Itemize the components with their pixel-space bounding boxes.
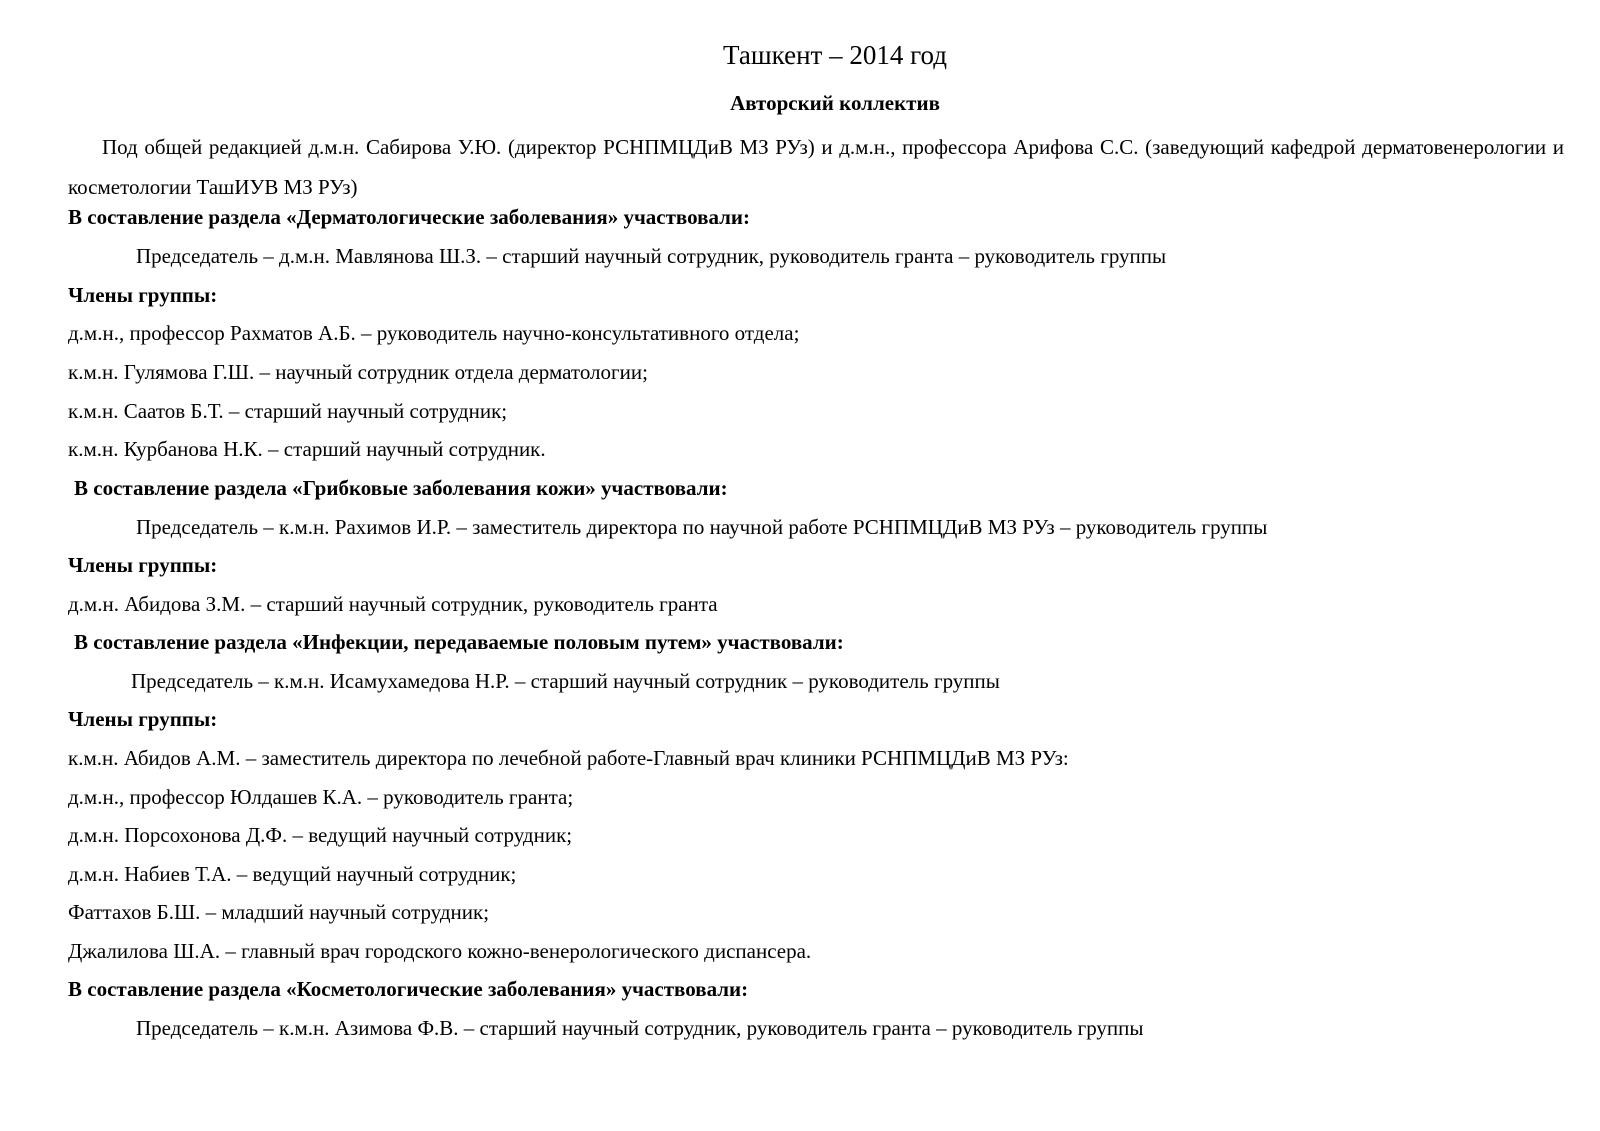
- member-item: к.м.н. Курбанова Н.К. – старший научный сотрудник.: [68, 437, 546, 461]
- member-item: д.м.н. Порсохонова Д.Ф. – ведущий научный сотрудник;: [68, 823, 573, 847]
- section-header-sti: В составление раздела «Инфекции, передаваемые половым путем» участвовали:: [74, 630, 844, 654]
- member-item: к.м.н. Абидов А.М. – заместитель директора по лечебной работе-Главный врач клиники РСНПМЦДиВ МЗ РУз:: [68, 746, 1069, 770]
- member-item: к.м.н. Гулямова Г.Ш. – научный сотрудник отдела дерматологии;: [68, 360, 648, 384]
- member-item: д.м.н. Набиев Т.А. – ведущий научный сотрудник;: [68, 862, 517, 886]
- section-chair-fungal: Председатель – к.м.н. Рахимов И.Р. – заместитель директора по научной работе РСНПМЦДиВ МЗ РУз – руководитель группы: [136, 515, 1268, 539]
- section-chair-dermatology: Председатель – д.м.н. Мавлянова Ш.З. – старший научный сотрудник, руководитель гранта – руководитель группы: [136, 244, 1167, 268]
- authors-heading: Авторский коллектив: [730, 91, 940, 115]
- member-item: к.м.н. Саатов Б.Т. – старший научный сотрудник;: [68, 399, 508, 423]
- members-label-dermatology: Члены группы:: [68, 283, 218, 307]
- section-chair-cosmetology: Председатель – к.м.н. Азимова Ф.В. – старший научный сотрудник, руководитель гранта – руководитель группы: [136, 1016, 1144, 1040]
- member-item: Фаттахов Б.Ш. – младший научный сотрудник;: [68, 900, 490, 924]
- section-chair-sti: Председатель – к.м.н. Исамухамедова Н.Р. – старший научный сотрудник – руководитель группы: [131, 669, 1000, 693]
- document-title: Ташкент – 2014 год: [723, 40, 947, 70]
- member-item: д.м.н., профессор Юлдашев К.А. – руководитель гранта;: [68, 785, 574, 809]
- member-item: Джалилова Ш.А. – главный врач городского кожно-венерологического диспансера.: [68, 939, 812, 963]
- section-header-fungal: В составление раздела «Грибковые заболевания кожи» участвовали:: [74, 476, 728, 500]
- members-label-sti: Члены группы:: [68, 707, 218, 731]
- section-header-dermatology: В составление раздела «Дерматологические заболевания» участвовали:: [68, 205, 751, 229]
- editors-paragraph: Под общей редакцией д.м.н. Сабирова У.Ю. (директор РСНПМЦДиВ МЗ РУз) и д.м.н., профессора Арифова С.С. (заведующий кафедрой дерматовенерологии и косметологии ТашИУВ МЗ РУз): [68, 135, 1564, 199]
- members-label-fungal: Члены группы:: [68, 553, 218, 577]
- member-item: д.м.н., профессор Рахматов А.Б. – руководитель научно-консультативного отдела;: [68, 321, 800, 345]
- member-item: д.м.н. Абидова З.М. – старший научный сотрудник, руководитель гранта: [68, 592, 718, 616]
- section-header-cosmetology: В составление раздела «Косметологические заболевания» участвовали:: [68, 977, 749, 1001]
